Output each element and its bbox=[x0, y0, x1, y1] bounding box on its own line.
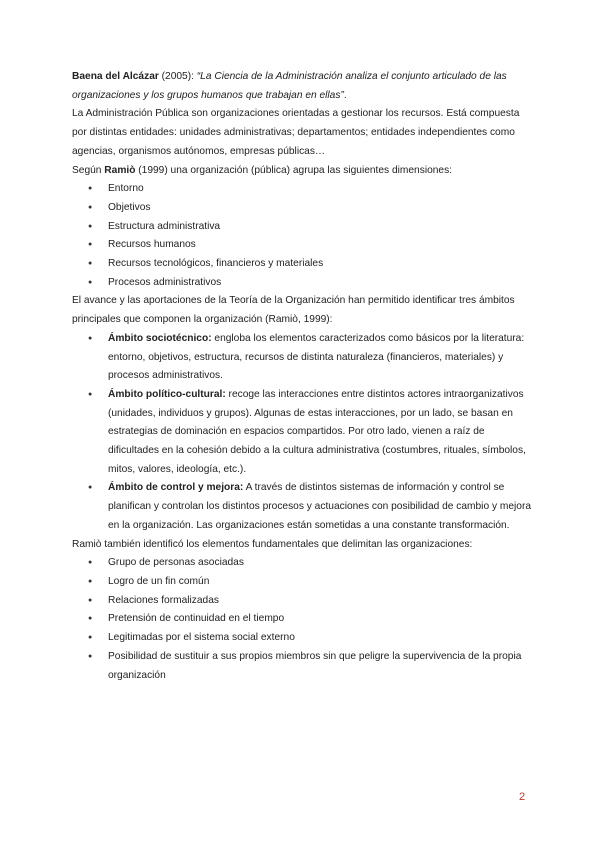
document-body bbox=[72, 68, 532, 685]
list-item: ● Procesos administrativos bbox=[72, 274, 532, 293]
list-item bbox=[72, 479, 532, 535]
ambito-title: Ámbito político-cultural: bbox=[108, 388, 226, 400]
ambito-title: Ámbito de control y mejora: bbox=[108, 482, 244, 494]
intro-end: . bbox=[343, 89, 347, 101]
list-item bbox=[72, 386, 532, 480]
paragraph2-suffix: (1999) una organización (pública) agrupa las siguientes dimensiones: bbox=[135, 164, 453, 176]
intro-paragraph bbox=[72, 68, 532, 105]
list-item: ● Grupo de personas asociadas bbox=[72, 554, 532, 573]
list-item: ● Recursos tecnológicos, financieros y materiales bbox=[72, 255, 532, 274]
dimensions-list bbox=[72, 180, 532, 292]
ambito-text: A través de distintos sistemas de información y control se planifican y controlan los distintos procesos y actuaciones con posibilidad de cambio y mejora en la organización. Las organizaciones están sometidas a una constante transformación. bbox=[108, 482, 532, 531]
list-item: ● Pretensión de continuidad en el tiempo bbox=[72, 610, 532, 629]
elementos-list bbox=[72, 554, 532, 685]
page-number: 2 bbox=[519, 791, 526, 803]
list-item: ● Logro de un fin común bbox=[72, 573, 532, 592]
list-item: ● Relaciones formalizadas bbox=[72, 592, 532, 611]
list-item bbox=[72, 330, 532, 386]
paragraph-elementos: Ramiò también identificó los elementos fundamentales que delimitan las organizaciones: bbox=[72, 538, 473, 550]
paragraph-teoria: El avance y las aportaciones de la Teoría de la Organización han permitido identificar tres ámbitos principales que componen la organización (Ramiò, 1999): bbox=[72, 295, 515, 326]
ambito-text: recoge las interacciones entre distintos actores intraorganizativos (unidades, individuos y grupos). Algunas de estas interacciones, por un lado, se basan en estrategias de dominación en espacios compartidos. Por otro lado, vienen a raíz de dificultades en la cohesión debido a la cultura administrativa (costumbres, rituales, símbolos, mitos, valores, ideología, etc.). bbox=[108, 388, 526, 475]
list-item: ● Legitimadas por el sistema social externo bbox=[72, 629, 532, 648]
ambito-text: engloba los elementos caracterizados como básicos por la literatura: entorno, objetivos, estructura, recursos de distinta naturaleza (financieros, materiales) y procesos administrativos. bbox=[108, 332, 525, 382]
list-item: ● Posibilidad de sustituir a sus propios miembros sin que peligre la supervivencia de la propia organización bbox=[72, 648, 532, 685]
ramio-author: Ramiò bbox=[104, 164, 136, 176]
ambitos-list bbox=[72, 330, 532, 536]
paragraph-administracion: La Administración Pública son organizaciones orientadas a gestionar los recursos. Está compuesta por distintas entidades: unidades administrativas; departamentos; entidades independientes como agencias, organismos autónomos, empresas públicas… bbox=[72, 108, 520, 157]
ambito-title: Ámbito sociotécnico: bbox=[108, 332, 212, 344]
intro-author: Baena del Alcázar bbox=[72, 71, 159, 82]
list-item: ● Recursos humanos bbox=[72, 236, 532, 255]
list-item: ● Entorno bbox=[72, 180, 532, 199]
list-item: ● Estructura administrativa bbox=[72, 218, 532, 237]
intro-year: (2005): bbox=[158, 71, 197, 82]
paragraph2-prefix: Según bbox=[72, 164, 105, 176]
list-item: ● Objetivos bbox=[72, 199, 532, 218]
paragraph-ramio-dimensiones bbox=[72, 162, 532, 181]
intro-quote: “La Ciencia de la Administración analiza el conjunto articulado de las organizaciones y los grupos humanos que trabajan en ellas” bbox=[72, 71, 507, 101]
